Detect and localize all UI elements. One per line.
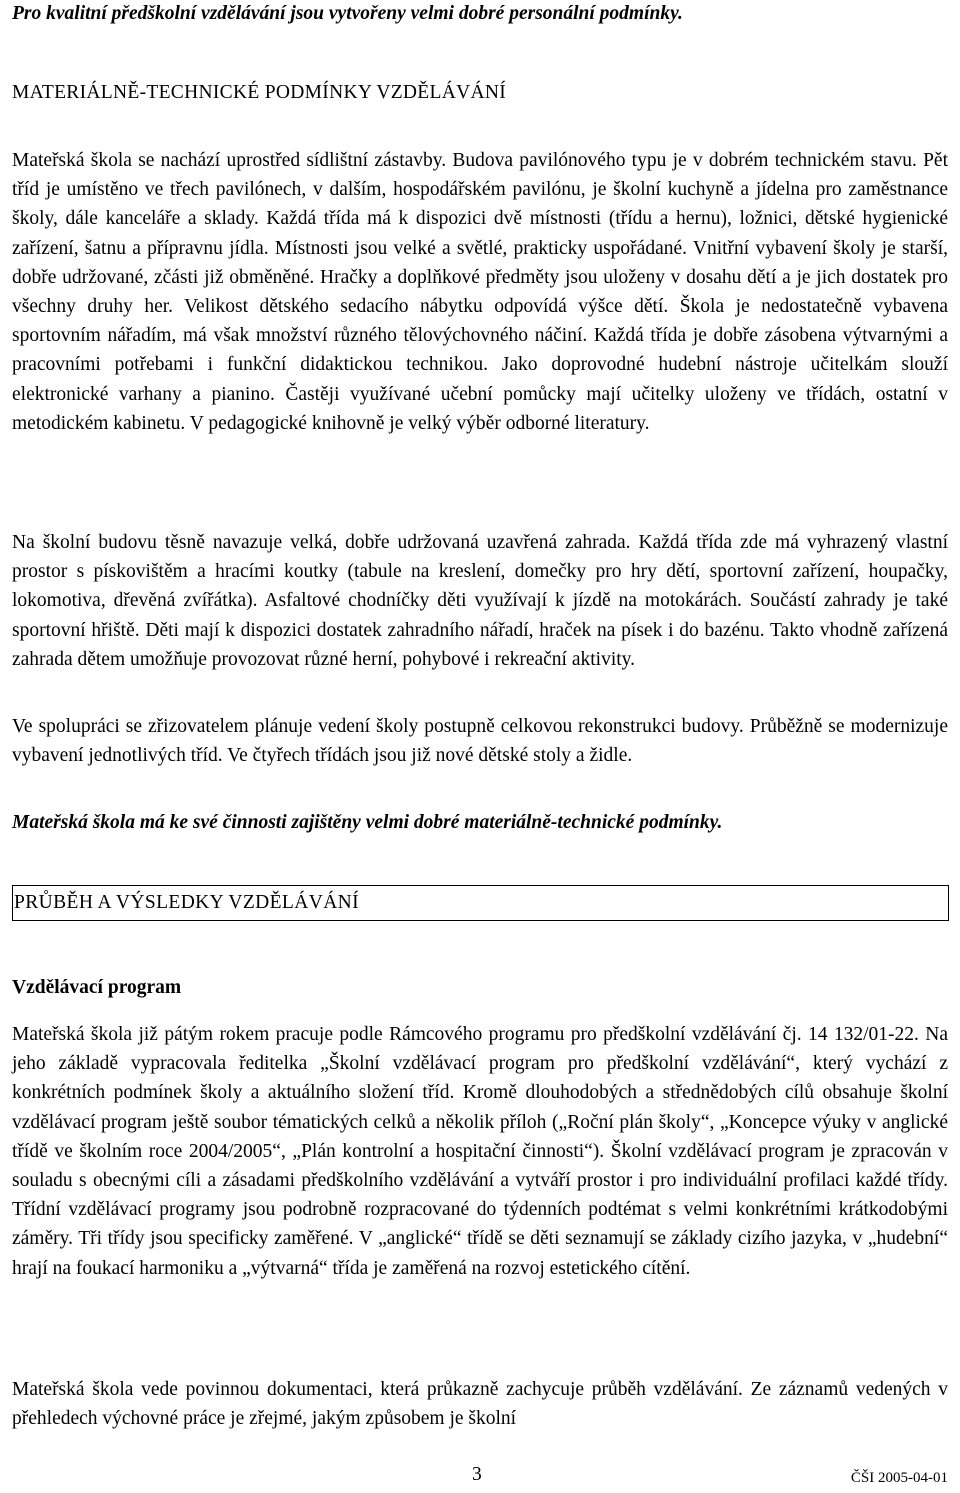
staffing-conclusion: Pro kvalitní předškolní vzdělávání jsou vytvořeny velmi dobré personální podmínky. <box>12 3 683 24</box>
document-code: ČŠI 2005-04-01 <box>850 1470 948 1486</box>
material-paragraph-1: Mateřská škola se nachází uprostřed sídlištní zástavby. Budova pavilónového typu je v dobrém technickém stavu. Pět tříd je umístěno ve třech pavilónech, v dalším, hospodářském pavilónu, je školní kuchyně a jídelna pro zaměstnance školy, dále kanceláře a sklady. Každá třída má k dispozici dvě místnosti (třídu a hernu), ložnici, dětské hygienické zařízení, šatnu a přípravnu jídla. Místnosti jsou velké a světlé, prakticky uspořádané. Vnitřní vybavení školy je starší, dobře udržované, zčásti již obměněné. Hračky a doplňkové předměty jsou uloženy v dosahu dětí a je jich dostatek pro všechny druhy her. Velikost dětského sedacího nábytku odpovídá výšce dětí. Škola je nedostatečně vybavena sportovním nářadím, má však množství různého tělovýchovného náčiní. Každá třída je dobře zásobena výtvarnými a pracovními potřebami i funkční didaktickou technikou. Jako doprovodné hudební nástroje učitelkám slouží elektronické varhany a pianino. Častěji využívané učební pomůcky mají učitelky uloženy ve třídách, ostatní v metodickém kabinetu. V pedagogické knihovně je velký výběr odborné literatury. <box>12 150 948 434</box>
page-number: 3 <box>472 1464 482 1485</box>
material-paragraph-3: Ve spolupráci se zřizovatelem plánuje vedení školy postupně celkovou rekonstrukci budovy. Průběžně se modernizuje vybavení jednotlivých tříd. Ve čtyřech třídách jsou již nové dětské stoly a židle. <box>12 716 948 767</box>
program-paragraph-1: Mateřská škola již pátým rokem pracuje podle Rámcového programu pro předškolní vzdělávání čj. 14 132/01-22. Na jeho základě vypracovala ředitelka „Školní vzdělávací program pro předškolní vzdělávání“, který vychází z konkrétních podmínek školy a aktuálního složení tříd. Kromě dlouhodobých a střednědobých cílů obsahuje školní vzdělávací program ještě soubor tématických celků a několik příloh („Roční plán školy“, „Koncepce výuky v anglické třídě ve školním roce 2004/2005“, „Plán kontrolní a hospitační činnosti“). Školní vzdělávací program je zpracován v souladu s obecnými cíli a zásadami předškolního vzdělávání a vytváří prostor i pro individuální profilaci každé třídy. Třídní vzdělávací programy jsou podrobně rozpracované do týdenních podtémat s velmi konkrétními krátkodobými záměry. Tři třídy jsou specificky zaměřené. V „anglické“ třídě se děti seznamují se základy cizího jazyka, v „hudební“ hrají na foukací harmoniku a „výtvarná“ třída je zaměřená na rozvoj estetického cítění. <box>12 1024 948 1279</box>
section-heading-progress <box>12 885 949 921</box>
material-paragraph-2: Na školní budovu těsně navazuje velká, dobře udržovaná uzavřená zahrada. Každá třída zde má vyhrazený vlastní prostor s pískovištěm a hracími koutky (tabule na kreslení, domečky pro hry dětí, sportovní zařízení, houpačky, lokomotiva, dřevěná zvířátka). Asfaltové chodníčky děti využívají k jízdě na motokárách. Součástí zahrady je také sportovní hřiště. Děti mají k dispozici dostatek zahradního nářadí, hraček na písek i do bazénu. Takto vhodně zařízená zahrada dětem umožňuje provozovat různé herní, pohybové i rekreační aktivity. <box>12 532 948 670</box>
section-heading-progress-label: PRŮBĚH A VÝSLEDKY VZDĚLÁVÁNÍ <box>14 892 360 913</box>
section-heading-material: MATERIÁLNĚ-TECHNICKÉ PODMÍNKY VZDĚLÁVÁNÍ <box>12 82 507 103</box>
material-conclusion: Mateřská škola má ke své činnosti zajištěny velmi dobré materiálně-technické podmínky. <box>12 812 723 833</box>
program-paragraph-2: Mateřská škola vede povinnou dokumentaci, která průkazně zachycuje průběh vzdělávání. Ze záznamů vedených v přehledech výchovné práce je zřejmé, jakým způsobem je školní <box>12 1379 948 1430</box>
subheading-program: Vzdělávací program <box>12 977 182 998</box>
